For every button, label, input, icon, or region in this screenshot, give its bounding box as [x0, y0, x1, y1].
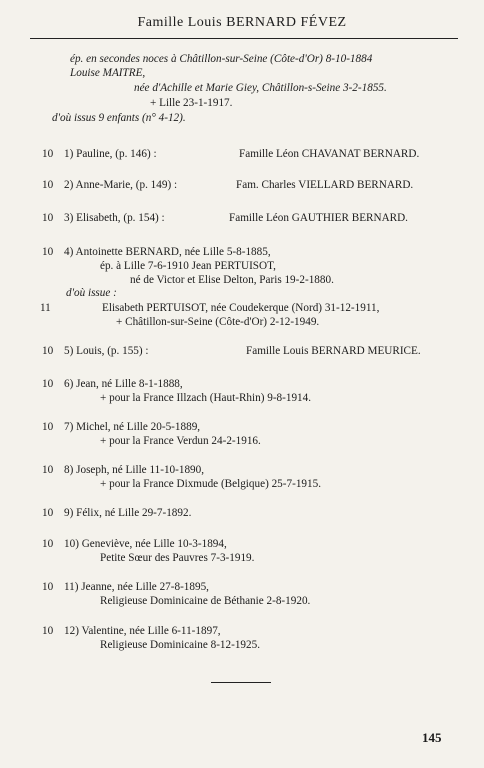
- generation-number: 10: [42, 464, 54, 476]
- intro-line: ép. en secondes noces à Châtillon-sur-Seine (Côte-d'Or) 8-10-1884: [70, 53, 373, 65]
- entry-text: 11) Jeanne, née Lille 27-8-1895,: [64, 581, 209, 593]
- entry-text: + pour la France Dixmude (Belgique) 25-7-1915.: [100, 478, 321, 490]
- intro-line: d'où issus 9 enfants (n° 4-12).: [52, 112, 186, 124]
- closing-rule: [211, 682, 271, 683]
- generation-number: 10: [42, 378, 54, 390]
- entry-text: 3) Elisabeth, (p. 154) :: [64, 212, 165, 224]
- intro-line: + Lille 23-1-1917.: [150, 97, 233, 109]
- page-number: 145: [422, 730, 442, 745]
- generation-number: 10: [42, 581, 54, 593]
- generation-number: 10: [42, 507, 54, 519]
- entry-text: 2) Anne-Marie, (p. 149) :: [64, 179, 178, 191]
- entry-text: 12) Valentine, née Lille 6-11-1897,: [64, 625, 221, 637]
- generation-number: 10: [42, 212, 54, 224]
- entry-text: 6) Jean, né Lille 8-1-1888,: [64, 378, 183, 390]
- entry-text: Religieuse Dominicaine de Béthanie 2-8-1920.: [100, 595, 311, 607]
- entry-text: 9) Félix, né Lille 29-7-1892.: [64, 507, 192, 519]
- entry-text: + pour la France Verdun 24-2-1916.: [100, 435, 261, 447]
- generation-number: 10: [42, 246, 54, 258]
- issue-text: + Châtillon-sur-Seine (Côte-d'Or) 2-12-1949.: [116, 316, 320, 328]
- entry-family: Fam. Charles VIELLARD BERNARD.: [236, 179, 414, 191]
- intro-line: Louise MAITRE,: [70, 67, 146, 79]
- entry-text: Petite Sœur des Pauvres 7-3-1919.: [100, 552, 255, 564]
- generation-number: 10: [42, 148, 54, 160]
- entry-text: 1) Pauline, (p. 146) :: [64, 148, 157, 160]
- issue-label: d'où issue :: [66, 287, 117, 299]
- entry-text: 5) Louis, (p. 155) :: [64, 345, 149, 357]
- entry-text: 7) Michel, né Lille 20-5-1889,: [64, 421, 201, 433]
- entry-family: Famille Léon CHAVANAT BERNARD.: [239, 148, 420, 160]
- generation-number: 10: [42, 625, 54, 637]
- entry-family: Famille Léon GAUTHIER BERNARD.: [229, 212, 408, 224]
- generation-number: 10: [42, 538, 54, 550]
- entry-text: 4) Antoinette BERNARD, née Lille 5-8-1885,: [64, 246, 271, 258]
- page-header: Famille Louis BERNARD FÉVEZ: [137, 15, 347, 30]
- generation-number: 10: [42, 345, 54, 357]
- entry-text: 10) Geneviève, née Lille 10-3-1894,: [64, 538, 227, 550]
- entry-text: né de Victor et Elise Delton, Paris 19-2-1880.: [130, 274, 334, 286]
- intro-line: née d'Achille et Marie Giey, Châtillon-s-Seine 3-2-1855.: [134, 82, 387, 94]
- entry-text: 8) Joseph, né Lille 11-10-1890,: [64, 464, 205, 476]
- entry-text: + pour la France Illzach (Haut-Rhin) 9-8-1914.: [100, 392, 312, 404]
- generation-number: 10: [42, 421, 54, 433]
- issue-text: Elisabeth PERTUISOT, née Coudekerque (Nord) 31-12-1911,: [102, 302, 380, 314]
- generation-number: 11: [40, 302, 51, 314]
- header-rule: [30, 38, 458, 39]
- entry-family: Famille Louis BERNARD MEURICE.: [246, 345, 421, 357]
- entry-text: ép. à Lille 7-6-1910 Jean PERTUISOT,: [100, 260, 276, 272]
- generation-number: 10: [42, 179, 54, 191]
- entry-text: Religieuse Dominicaine 8-12-1925.: [100, 639, 261, 651]
